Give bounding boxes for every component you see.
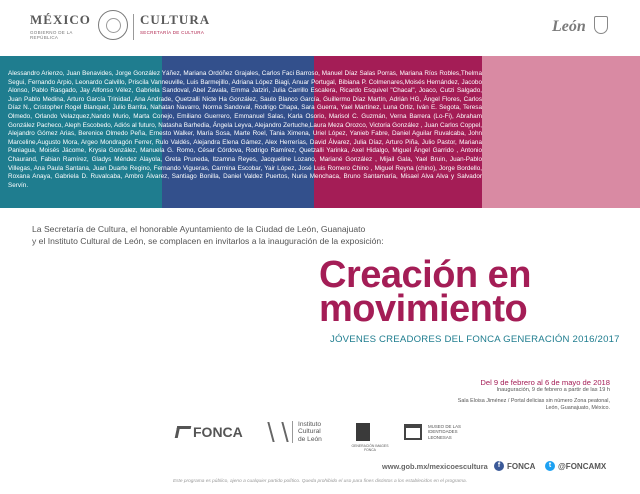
cultura-subtitle: SECRETARÍA DE CULTURA [140,30,205,35]
twitter-icon: t [545,461,555,471]
invitation-text [32,223,452,247]
artist-credits: Alessandro Arienzo, Juan Benavides, Jorge González Yáñez, Mariana Ordóñez Grajales, Carlos Faci Barroso, Manuel Díaz Salas Porras, Mariana Ríos Robles,Thelma Segui, Fernando Arpio, Leonardo Calvillo, Priscila Vanneuville, Luis Barmejillo, Adriana López Biagi, Anuar Portugal, Bibiana P. Colmenares,Moisés Hernández, Jacobo Alonso, Pablo Rasgado, Jay Alfonso Vélez, Gabriela Sandoval, Abel Zavala, Emma Jatziri, Julia Carrillo Escalera, Ricardo Esquivel "Chacal", Joaco, Cutzi Salgado, Juan Pablo Medina, Arturo García Trinidad, Ana Andrade, Quetzalli Nicte Ha González, Saulo Blanco García, Guillermo Díaz Martín, Adrián HG, Ángel Flores, Carlos Díaz N., Cristopher Rogel Blanquet, Julio Barrita, Nahatan Navarro, Norma Sandoval, Rodrigo Chapa, Sara Guerra, Yael Martínez, Luna Ortiz, Iván E. Segota, Teresa Olmedo, Orlando Velazquez,Nando Murio, Marta Conejo, Emiliano Guerrero, Emmanuel Salas, Karla Osorio, Marisol C. Guzmán, Verna Barrera (Lo-Fi), Abraham González Pacheco, Aleph Escobedo, Adiós al futuro, Natasha Barhedia, Ángela Leyva, Alejandro Zertuche,Laura Meza Orozco, Victoria González , Juan Carlos Coppel, Alejandro Gómez Arias, Berenice Olmedo Peña, Ernesto Walker, María Sosa, Marte Roel, Tania Ximena, Uriel López, Yanieb Fabre, Daniel Aguilar Ruvalcaba, John Marceline,Augusto Mora, Argeo Mondragón Ferrer, Rulo Valdés, Alejandra Elena Gámez, Alex Herrerías, David Álvarez, Julia Díaz, Arturo Piña, Julio Pastor, Mariana Paniagua, Moisés Jácome, Krysia González, Manuela G. Romo, César Córdova, Rodrigo Ramírez, Quetzalli Yarinka, Axel Hidalgo, Miguel Ángel Garrido , Antonio Chaurand, Fabian Ramírez, Gladys Méndez Alayola, Greta Pruneda, Itzamna Reyes, Jacqueline Lozano, Mariané González , Mijail Gala, Yael Bruin, Juan-Pablo Villegas, Ana Paula Santana, Juan Duarte Regino, Fernando Vigueras, Carmina Escobar, Yair López, José Luis Romero Chino , Miguel Reyna (chino), Jorge Bordello, Roxana Anaya, Gabriela D. Ruvalcaba, Ambro Álvarez, Santiago Bonilla, Daniel Valdez Puertos, Nuria Menchaca, Bruno Santamaría, Misael Alva Alva y Salvador Servín. [8,70,482,189]
cultura-wordmark: CULTURA [140,12,211,27]
museo-mark-icon [404,424,422,440]
header [0,0,640,56]
band-pink [482,56,640,208]
national-seal-icon [98,10,128,40]
cultura-logo [140,12,230,35]
mexico-subtitle: GOBIERNO DE LA REPÚBLICA [30,30,73,40]
exhibition-subtitle: JÓVENES CREADORES DEL FONCA GENERACIÓN 2016/2017 [330,334,620,345]
museo-line-2: IDENTIDADES [428,429,458,435]
museo-identidades-logo [404,420,461,444]
leon-crest-icon [594,16,608,34]
museo-line-1: MUSEO DE LAS [428,424,461,430]
instituto-cultural-leon-logo [270,420,322,444]
icl-mark-icon [267,422,288,442]
venue-address [400,398,610,412]
title-line-1: Creación en [319,254,532,296]
legal-notice: Este programa es público, ajeno a cualquier partido político. Queda prohibido el uso para fines distintos a los establecidos en el programa. [172,479,468,484]
facebook-icon: f [494,461,504,471]
fonca-logo [176,420,243,444]
website-link[interactable]: www.gob.mx/mexicoescultura [382,462,488,471]
inauguration-time: Inauguración, 9 de febrero a partir de las 19 h [496,387,610,393]
fonca-mark-icon [175,426,192,438]
fonca-wordmark: FONCA [193,424,243,440]
leon-logo: León [552,18,586,35]
title-line-2: movimiento [319,288,528,330]
mexico-logo [30,12,92,40]
icl-text [292,421,322,444]
invitation-line-2: y el Instituto Cultural de León, se complacen en invitarlos a la inauguración de la exposición: [32,236,384,246]
icl-line-2: Cultural [298,428,321,436]
logo-divider [133,14,134,40]
facebook-handle: FONCA [507,461,536,471]
icl-line-3: de León [298,435,322,443]
twitter-handle: @FONCAMX [558,461,607,471]
museo-text [428,424,461,440]
mexico-wordmark: MÉXICO [30,12,91,27]
icl-line-1: Instituto [298,420,322,428]
facebook-link[interactable] [494,460,535,472]
museo-line-3: LEONESAS [428,434,452,440]
generacion-mark-icon [356,423,370,441]
generacion-text: GENERACIÓN IMAGES FONCA [351,444,389,452]
generacion-logo [351,420,389,452]
twitter-link[interactable] [545,460,606,472]
exhibition-dates: Del 9 de febrero al 6 de mayo de 2018 [480,378,610,387]
exhibition-title [319,254,532,330]
venue-line-1: Sala Eloisa Jiménez / Portal delicias sin número Zona peatonal, [457,398,610,404]
venue-line-2: León, Guanajuato, México. [545,405,610,412]
invitation-line-1: La Secretaría de Cultura, el honorable Ayuntamiento de la Ciudad de León, Guanajuato [32,224,366,234]
